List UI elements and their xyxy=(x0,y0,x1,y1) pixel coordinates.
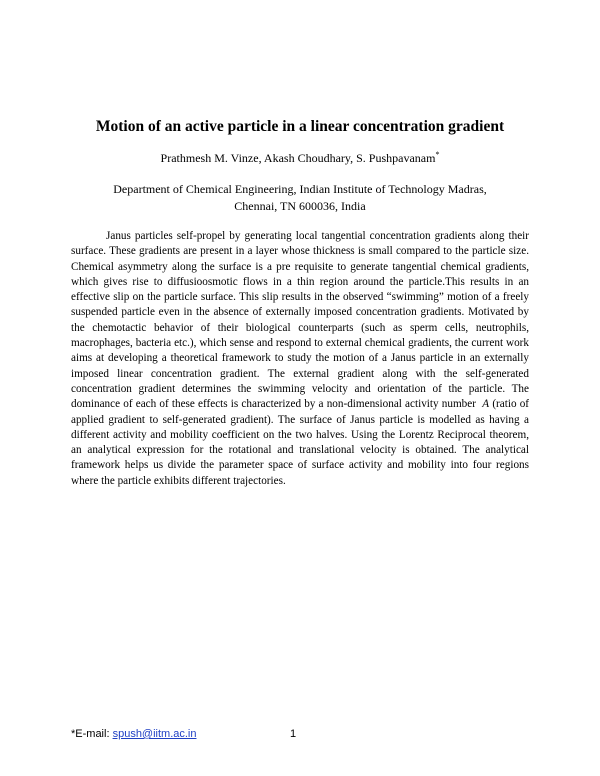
corresponding-author-mark: * xyxy=(435,150,440,159)
abstract xyxy=(71,229,529,489)
activity-number-symbol: A xyxy=(482,398,490,411)
page-number: 1 xyxy=(290,728,297,740)
abstract-text-2: (ratio of applied gradient to self-generated gradient). The surface of Janus particle is modelled as having a different activity and mobility coefficient on the two halves. Using the Lorentz Reciprocal theorem, an analytical expression for the rotational and translational velocity is obtained. The analytical framework helps us divide the parameter space of surface activity and mobility into four regions where the particle exhibits different trajectories. xyxy=(71,398,530,487)
email-link[interactable]: spush@iitm.ac.in xyxy=(112,728,197,740)
page-footer xyxy=(71,728,531,740)
affiliation xyxy=(0,181,600,215)
author-names: Prathmesh M. Vinze, Akash Choudhary, S. Pushpavanam xyxy=(160,151,436,165)
affiliation-line-2: Chennai, TN 600036, India xyxy=(234,199,366,213)
author-list xyxy=(0,150,600,166)
paper-title: Motion of an active particle in a linear concentration gradient xyxy=(95,118,505,135)
email-label: *E-mail: xyxy=(71,728,110,740)
abstract-text-1: Janus particles self-propel by generating local tangential concentration gradients along their surface. These gradients are present in a layer whose thickness is small compared to the particle size. Chemical asymmetry along the surface is a pre requisite to generate tangential chemical gradients, which gives rise to diffusioosmotic flows in a thin region around the particle.This results in an effective slip on the particle surface. This slip results in the observed “swimming” motion of a freely suspended particle even in the absence of externally imposed concentration gradients. Motivated by the chemotactic behavior of their biological counterparts (such as sperm cells, neutrophils, macrophages, bacteria etc.), which sense and respond to external chemical gradients, the current work aims at developing a theoretical framework to study the motion of a Janus particle in an externally imposed linear concentration gradient. The external gradient along with the self-generated concentration gradient determines the swimming velocity and orientation of the particle. The dominance of each of these effects is characterized by a non-dimensional activity number xyxy=(71,230,529,411)
affiliation-line-1: Department of Chemical Engineering, Indian Institute of Technology Madras, xyxy=(113,182,487,196)
